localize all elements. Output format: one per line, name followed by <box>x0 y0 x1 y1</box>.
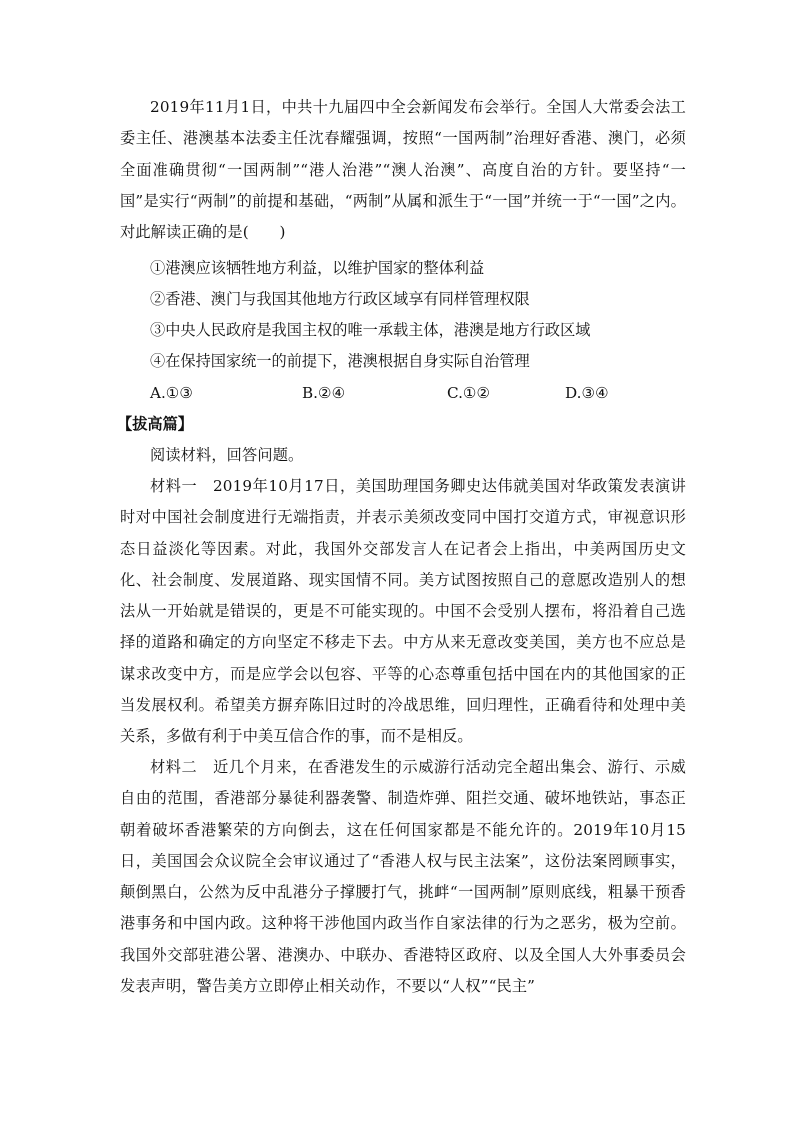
question-option-2: ②香港、澳门与我国其他地方行政区域享有同样管理权限 <box>150 290 530 308</box>
question-option-1: ①港澳应该牺牲地方利益，以维护国家的整体利益 <box>150 259 485 277</box>
choice-b: B.②④ <box>302 384 346 402</box>
material-one-paragraph: 材料一 2019年10月17日，美国助理国务卿史达伟就美国对华政策发表演讲时对中国社会制度进行无端指责，并表示美须改变同中国打交道方式，审视意识形态日益淡化等因素。对此，我国外交部发言人在记者会上指出，中美两国历史文化、社会制度、发展道路、现实国情不同。美方试图按照自己的意愿改造别人的想法从一开始就是错误的，更是不可能实现的。中国不会受别人摆布，将沿着自己选择的道路和确定的方向坚定不移走下去。中方从来无意改变美国，美方也不应总是谋求改变中方，而是应学会以包容、平等的心态尊重包括中国在内的其他国家的正当发展权利。希望美方摒弃陈旧过时的冷战思维，回归理性，正确看待和处理中美关系，多做有利于中美互信合作的事，而不是相反。 <box>120 477 686 746</box>
reading-instruction: 阅读材料，回答问题。 <box>150 446 304 464</box>
choice-c: C.①② <box>447 384 491 402</box>
choice-a: A.①③ <box>150 384 194 402</box>
question-option-3: ③中央人民政府是我国主权的唯一承载主体，港澳是地方行政区域 <box>150 321 591 339</box>
section-heading: 【拔高篇】 <box>117 415 193 433</box>
material-two-paragraph: 材料二 近几个月来，在香港发生的示威游行活动完全超出集会、游行、示威自由的范围，香港部分暴徒利器袭警、制造炸弹、阻拦交通、破坏地铁站，事态正朝着破坏香港繁荣的方向倒去，这在任何国家都是不能允许的。2019年10月15日，美国国会众议院全会审议通过了“香港人权与民主法案”，这份法案罔顾事实，颠倒黑白，公然为反中乱港分子撑腰打气，挑衅“一国两制”原则底线，粗暴干预香港事务和中国内政。这种将干涉他国内政当作自家法律的行为之恶劣，极为空前。我国外交部驻港公署、港澳办、中联办、香港特区政府、以及全国人大外事委员会发表声明，警告美方立即停止相关动作，不要以“人权”“民主” <box>120 758 686 996</box>
choice-d: D.③④ <box>565 384 609 402</box>
question-stem: 2019年11月1日，中共十九届四中全会新闻发布会举行。全国人大常委会法工委主任、港澳基本法委主任沈春耀强调，按照“一国两制”治理好香港、澳门，必须全面准确贯彻“一国两制”“港人治港”“澳人治澳”、高度自治的方针。要坚持“一国”是实行“两制”的前提和基础，“两制”从属和派生于“一国”并统一于“一国”之内。对此解读正确的是( ) <box>120 98 686 242</box>
answer-choices <box>150 378 650 409</box>
question-option-4: ④在保持国家统一的前提下，港澳根据自身实际自治管理 <box>150 352 530 370</box>
